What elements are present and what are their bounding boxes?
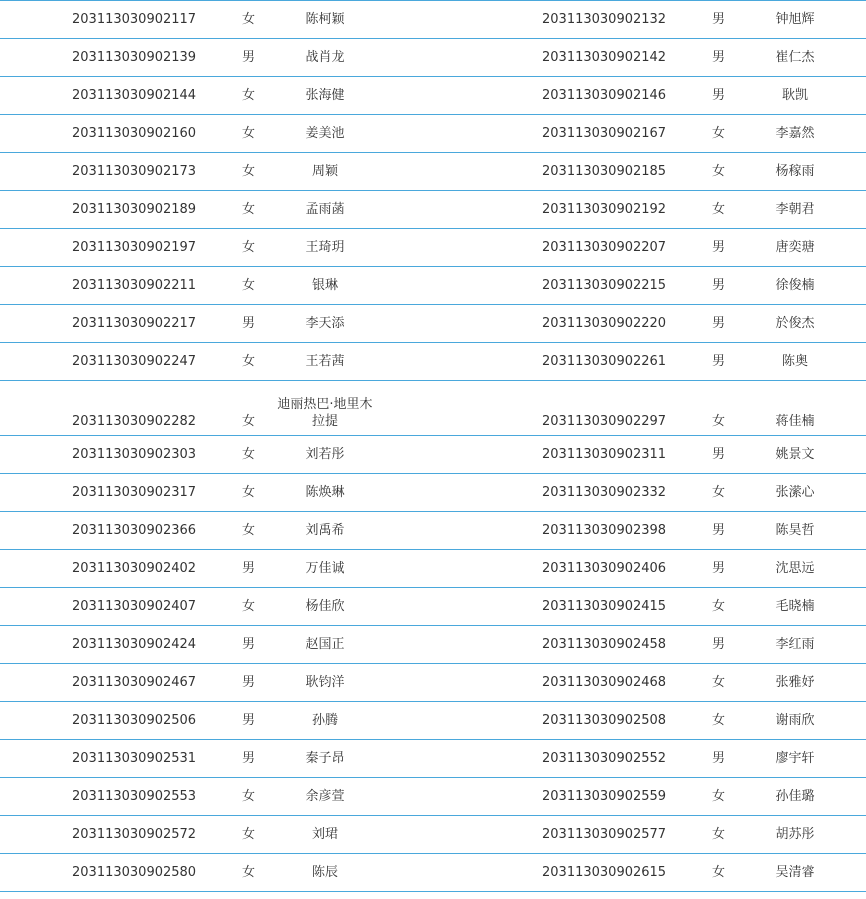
student-id-cell: 203113030902192 xyxy=(542,201,667,217)
name-cell: 唐奕瑭 xyxy=(775,239,815,255)
student-id-cell: 203113030902552 xyxy=(542,750,667,766)
name-cell: 王琦玥 xyxy=(305,239,345,255)
name-cell: 李红雨 xyxy=(775,636,815,652)
gender-cell: 女 xyxy=(242,239,256,255)
gender-cell: 女 xyxy=(712,826,726,842)
name-cell: 耿凯 xyxy=(781,87,808,103)
gender-cell: 女 xyxy=(712,414,726,429)
table-row xyxy=(0,343,866,381)
gender-cell: 女 xyxy=(242,87,256,103)
table-row xyxy=(0,474,866,512)
name-cell: 孟雨菡 xyxy=(305,201,345,217)
gender-cell: 女 xyxy=(242,11,256,27)
student-id-cell: 203113030902167 xyxy=(542,125,667,141)
name-cell: 刘珺 xyxy=(311,826,338,842)
name-cell: 谢雨欣 xyxy=(775,712,815,728)
student-id-cell: 203113030902615 xyxy=(542,864,667,880)
name-cell: 周颖 xyxy=(311,163,338,179)
table-row xyxy=(0,115,866,153)
gender-cell: 女 xyxy=(712,163,726,179)
table-row xyxy=(0,702,866,740)
name-cell: 蒋佳楠 xyxy=(775,414,815,429)
name-cell: 杨稼雨 xyxy=(775,163,815,179)
name-cell: 杨佳欣 xyxy=(305,598,345,614)
gender-cell: 男 xyxy=(242,315,256,331)
gender-cell: 女 xyxy=(242,788,256,804)
student-id-cell: 203113030902580 xyxy=(72,864,197,880)
name-cell: 姜美池 xyxy=(305,125,345,141)
student-id-cell: 203113030902366 xyxy=(72,522,197,538)
student-id-cell: 203113030902142 xyxy=(542,49,667,65)
student-id-cell: 203113030902559 xyxy=(542,788,667,804)
name-cell: 李天添 xyxy=(305,315,345,331)
gender-cell: 女 xyxy=(242,414,256,429)
table-row xyxy=(0,381,866,436)
student-id-cell: 203113030902467 xyxy=(72,674,197,690)
gender-cell: 男 xyxy=(712,522,726,538)
gender-cell: 女 xyxy=(242,353,256,369)
name-cell: 陈奥 xyxy=(781,353,808,369)
name-cell: 胡苏彤 xyxy=(775,826,815,842)
gender-cell: 男 xyxy=(712,277,726,293)
student-id-cell: 203113030902424 xyxy=(72,636,197,652)
name-cell: 李朝君 xyxy=(775,201,815,217)
gender-cell: 男 xyxy=(712,446,726,462)
table-row xyxy=(0,153,866,191)
table-row xyxy=(0,77,866,115)
table-row xyxy=(0,191,866,229)
student-id-cell: 203113030902117 xyxy=(72,11,197,27)
name-cell: 战肖龙 xyxy=(305,49,345,65)
name-cell: 毛晓楠 xyxy=(775,598,815,614)
name-cell: 陈焕琳 xyxy=(305,484,345,500)
student-id-cell: 203113030902146 xyxy=(542,87,667,103)
table-row xyxy=(0,267,866,305)
name-cell: 刘禹希 xyxy=(305,522,345,538)
name-cell: 银琳 xyxy=(311,277,338,293)
student-id-cell: 203113030902197 xyxy=(72,239,197,255)
name-cell: 孙腾 xyxy=(311,712,338,728)
student-id-cell: 203113030902468 xyxy=(542,674,667,690)
student-id-cell: 203113030902407 xyxy=(72,598,197,614)
student-id-cell: 203113030902144 xyxy=(72,87,197,103)
name-cell: 陈辰 xyxy=(311,864,338,880)
name-cell: 沈思远 xyxy=(775,560,815,576)
student-id-cell: 203113030902207 xyxy=(542,239,667,255)
name-cell: 张海健 xyxy=(305,87,345,103)
table-row xyxy=(0,626,866,664)
student-id-cell: 203113030902332 xyxy=(542,484,667,500)
student-id-cell: 203113030902402 xyxy=(72,560,197,576)
student-id-cell: 203113030902406 xyxy=(542,560,667,576)
gender-cell: 女 xyxy=(712,598,726,614)
name-cell: 王若茜 xyxy=(305,353,345,369)
student-id-cell: 203113030902185 xyxy=(542,163,667,179)
gender-cell: 女 xyxy=(242,522,256,538)
student-id-cell: 203113030902282 xyxy=(72,414,197,429)
gender-cell: 男 xyxy=(242,712,256,728)
student-id-cell: 203113030902215 xyxy=(542,277,667,293)
student-id-cell: 203113030902458 xyxy=(542,636,667,652)
table-row xyxy=(0,854,866,892)
gender-cell: 男 xyxy=(712,750,726,766)
name-cell: 姚景文 xyxy=(775,446,815,462)
gender-cell: 男 xyxy=(712,87,726,103)
student-id-cell: 203113030902217 xyxy=(72,315,197,331)
name-cell: 钟旭辉 xyxy=(775,11,815,27)
gender-cell: 男 xyxy=(242,750,256,766)
student-id-cell: 203113030902247 xyxy=(72,353,197,369)
gender-cell: 女 xyxy=(242,826,256,842)
name-cell: 耿钧洋 xyxy=(305,674,345,690)
name-cell: 张雅妤 xyxy=(775,674,815,690)
name-cell: 迪丽热巴·地里木拉提 xyxy=(277,397,373,429)
gender-cell: 女 xyxy=(242,125,256,141)
student-id-cell: 203113030902220 xyxy=(542,315,667,331)
gender-cell: 女 xyxy=(712,864,726,880)
gender-cell: 女 xyxy=(242,163,256,179)
gender-cell: 男 xyxy=(242,560,256,576)
gender-cell: 女 xyxy=(712,674,726,690)
student-id-cell: 203113030902297 xyxy=(542,414,667,429)
table-row xyxy=(0,1,866,39)
name-cell: 陈昊哲 xyxy=(775,522,815,538)
gender-cell: 女 xyxy=(242,201,256,217)
gender-cell: 男 xyxy=(712,353,726,369)
student-id-cell: 203113030902415 xyxy=(542,598,667,614)
name-cell: 吴清睿 xyxy=(775,864,815,880)
gender-cell: 男 xyxy=(712,49,726,65)
name-cell: 孙佳璐 xyxy=(775,788,815,804)
name-cell: 陈柯颖 xyxy=(305,11,345,27)
student-id-cell: 203113030902572 xyxy=(72,826,197,842)
gender-cell: 女 xyxy=(712,201,726,217)
table-row xyxy=(0,588,866,626)
student-id-cell: 203113030902311 xyxy=(542,446,667,462)
gender-cell: 男 xyxy=(712,239,726,255)
gender-cell: 男 xyxy=(242,674,256,690)
name-cell: 余彦萱 xyxy=(305,788,345,804)
student-id-cell: 203113030902211 xyxy=(72,277,197,293)
table-row xyxy=(0,305,866,343)
name-cell: 赵国正 xyxy=(305,636,345,652)
table-row xyxy=(0,512,866,550)
student-id-cell: 203113030902132 xyxy=(542,11,667,27)
name-cell: 张潆心 xyxy=(775,484,815,500)
student-id-cell: 203113030902398 xyxy=(542,522,667,538)
table-row xyxy=(0,816,866,854)
gender-cell: 男 xyxy=(712,560,726,576)
student-id-cell: 203113030902189 xyxy=(72,201,197,217)
student-id-cell: 203113030902317 xyxy=(72,484,197,500)
gender-cell: 男 xyxy=(712,636,726,652)
name-cell: 李嘉然 xyxy=(775,125,815,141)
table-row xyxy=(0,39,866,77)
name-cell: 廖宇轩 xyxy=(775,750,815,766)
table-row xyxy=(0,436,866,474)
gender-cell: 女 xyxy=(712,484,726,500)
student-id-cell: 203113030902173 xyxy=(72,163,197,179)
student-id-cell: 203113030902139 xyxy=(72,49,197,65)
student-id-cell: 203113030902553 xyxy=(72,788,197,804)
gender-cell: 女 xyxy=(712,125,726,141)
name-cell: 刘若彤 xyxy=(305,446,345,462)
table-row xyxy=(0,778,866,816)
name-cell: 秦子昂 xyxy=(305,750,345,766)
name-cell: 万佳诚 xyxy=(305,560,345,576)
gender-cell: 女 xyxy=(242,446,256,462)
gender-cell: 男 xyxy=(712,315,726,331)
name-cell: 崔仁杰 xyxy=(775,49,815,65)
table-row xyxy=(0,664,866,702)
gender-cell: 女 xyxy=(242,484,256,500)
name-cell: 徐俊楠 xyxy=(775,277,815,293)
student-id-cell: 203113030902506 xyxy=(72,712,197,728)
gender-cell: 男 xyxy=(712,11,726,27)
student-id-cell: 203113030902261 xyxy=(542,353,667,369)
table-row xyxy=(0,229,866,267)
gender-cell: 男 xyxy=(242,636,256,652)
student-id-cell: 203113030902160 xyxy=(72,125,197,141)
gender-cell: 男 xyxy=(242,49,256,65)
gender-cell: 女 xyxy=(242,277,256,293)
student-id-cell: 203113030902508 xyxy=(542,712,667,728)
table-row xyxy=(0,740,866,778)
gender-cell: 女 xyxy=(712,788,726,804)
gender-cell: 女 xyxy=(712,712,726,728)
table-row xyxy=(0,550,866,588)
student-id-cell: 203113030902303 xyxy=(72,446,197,462)
gender-cell: 女 xyxy=(242,864,256,880)
student-id-cell: 203113030902577 xyxy=(542,826,667,842)
student-id-cell: 203113030902531 xyxy=(72,750,197,766)
name-cell: 於俊杰 xyxy=(775,315,815,331)
gender-cell: 女 xyxy=(242,598,256,614)
